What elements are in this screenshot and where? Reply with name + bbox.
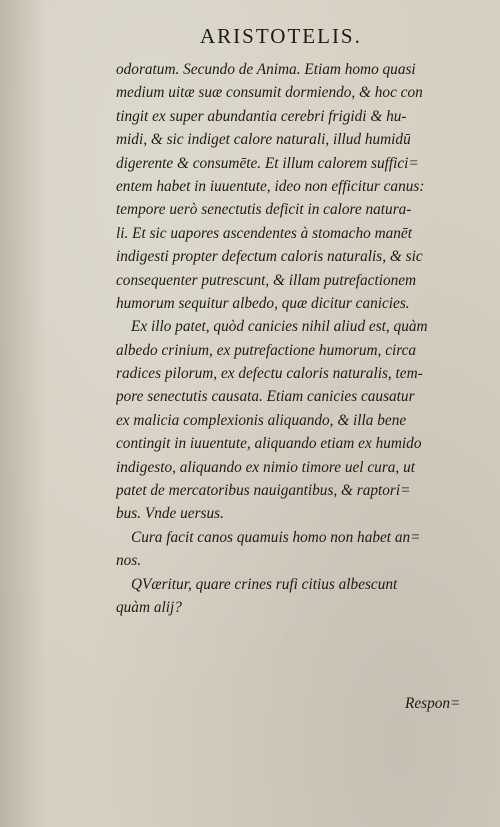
text-line: tempore uerò senectutis deficit in calore natura- <box>116 201 412 219</box>
verse-line: Cura facit canos quamuis homo non habet an= <box>131 528 421 546</box>
text-line: albedo crinium, ex putrefactione humorum, circa <box>116 341 417 359</box>
text-line: Ex illo patet, quòd canicies nihil aliud est, quàm <box>131 318 428 336</box>
text-line: consequenter putrescunt, & illam putrefactionem <box>116 271 417 289</box>
main-text-block <box>116 58 488 619</box>
text-line: midi, & sic indiget calore naturali, illud humidū <box>116 131 411 149</box>
text-line: patet de mercatoribus nauigantibus, & raptori= <box>116 482 411 500</box>
text-line: odoratum. Secundo de Anima. Etiam homo quasi <box>116 61 416 78</box>
text-line: digerente & consumēte. Et illum calorem suffici= <box>116 154 419 172</box>
text-line: contingit in iuuentute, aliquando etiam ex humido <box>116 435 422 453</box>
text-line: entem habet in iuuentute, ideo non efficitur canus: <box>116 177 425 195</box>
text-line: ex malicia complexionis aliquando, & illa bene <box>116 411 407 429</box>
text-line: indigesti propter defectum caloris naturalis, & sic <box>116 248 423 266</box>
text-line: humorum sequitur albedo, quæ dicitur canicies. <box>116 294 410 312</box>
catchword: Respon= <box>405 695 461 712</box>
text-line: radices pilorum, ex defectu caloris naturalis, tem- <box>116 365 423 383</box>
question-line: quàm alij? <box>116 598 182 616</box>
question-line: QVæritur, quare crines rufi citius albescunt <box>131 575 398 593</box>
running-title: ARISTOTELIS. <box>200 24 362 48</box>
verse-line: nos. <box>116 552 142 570</box>
text-line: li. Et sic uapores ascendentes à stomacho manēt <box>116 224 412 242</box>
text-line: indigesto, aliquando ex nimio timore uel cura, ut <box>116 458 415 476</box>
page-gutter-shadow <box>0 0 46 827</box>
text-line: tingit ex super abundantia cerebri frigidi & hu- <box>116 107 407 125</box>
text-line: medium uitæ suæ consumit dormiendo, & hoc con <box>116 84 423 102</box>
text-line: bus. Vnde uersus. <box>116 505 224 523</box>
text-line: pore senectutis causata. Etiam canicies causatur <box>116 388 415 406</box>
